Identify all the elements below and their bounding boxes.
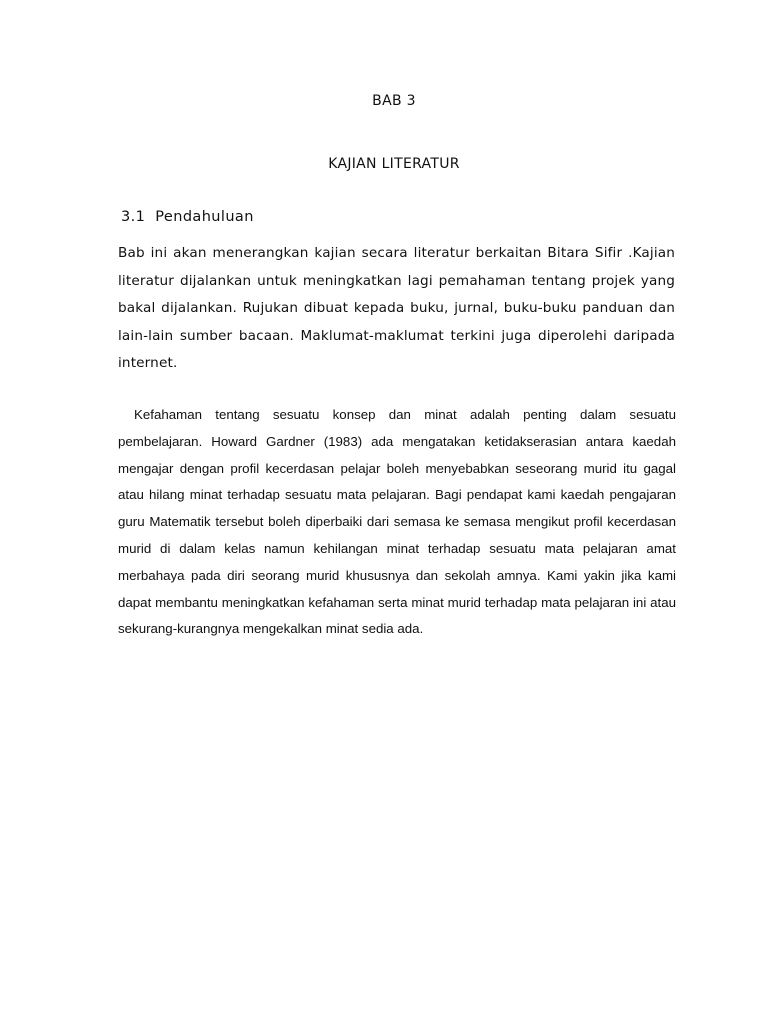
chapter-label: BAB 3: [372, 93, 416, 109]
section-heading: 3.1 Pendahuluan: [121, 209, 254, 225]
introduction-paragraph: Bab ini akan menerangkan kajian secara literatur berkaitan Bitara Sifir .Kajian literatur dijalankan untuk meningkatkan lagi pemahaman tentang projek yang bakal dijalankan. Rujukan dibuat kepada buku, jurnal, buku-buku panduan dan lain-lain sumber bacaan. Maklumat-maklumat terkini juga diperolehi daripada internet.: [118, 245, 697, 372]
body-paragraph: Kefahaman tentang sesuatu konsep dan minat adalah penting dalam sesuatu pembelajaran. Howard Gardner (1983) ada mengatakan ketidakserasian antara kaedah mengajar dengan profil kecerdasan pelajar boleh menyebabkan seseorang murid itu gagal atau hilang minat terhadap sesuatu mata pelajaran. Bagi pendapat kami kaedah pengajaran guru Matematik tersebut boleh diperbaiki dari semasa ke semasa mengikut profil kecerdasan murid di dalam kelas namun kehilangan minat terhadap sesuatu mata pelajaran amat merbahaya pada diri seorang murid khususnya dan sekolah amnya. Kami yakin jika kami dapat membantu meningkatkan kefahaman serta minat murid terhadap mata pelajaran ini atau sekurang-kurangnya mengekalkan minat sedia ada.: [118, 407, 676, 637]
chapter-title: KAJIAN LITERATUR: [328, 156, 460, 172]
